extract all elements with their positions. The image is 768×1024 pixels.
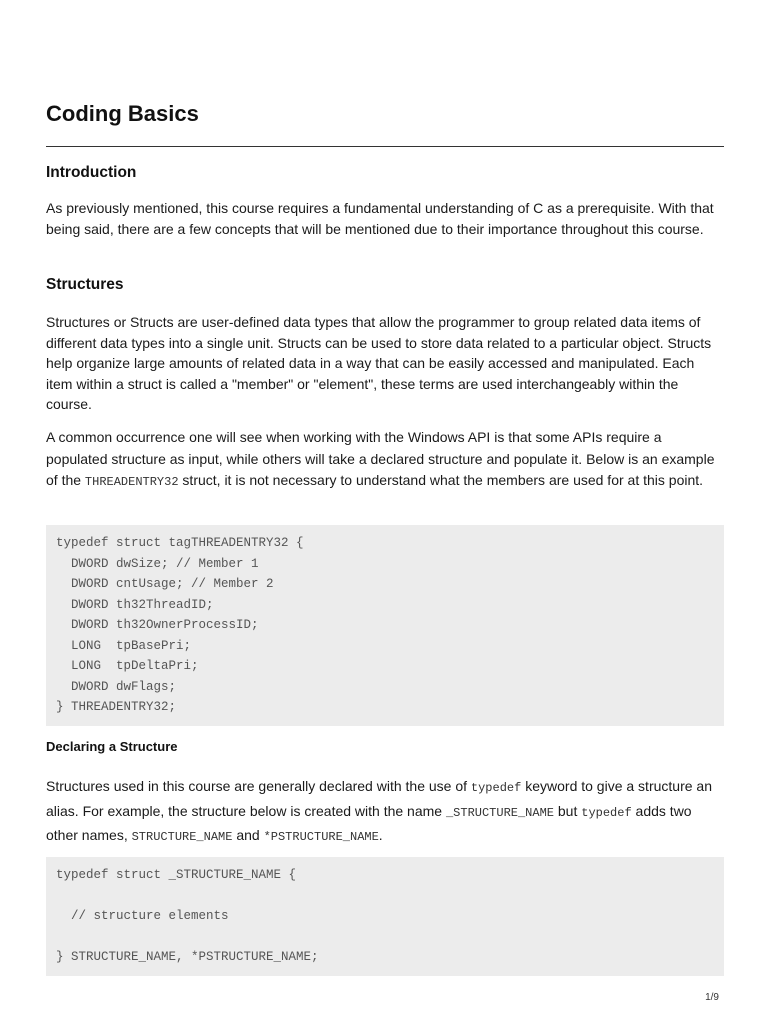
declaring-structure-heading: Declaring a Structure xyxy=(46,739,178,754)
paragraph-text: adds two other names, xyxy=(46,802,692,843)
inline-code-typedef: typedef xyxy=(470,781,522,795)
inline-code-structure-name-underscore: _STRUCTURE_NAME xyxy=(445,805,554,820)
structures-paragraph-1: Structures or Structs are user-defined data types that allow the programmer to group related data items of different data types into a single unit. Structs can be used to store data related to a particular object. Structs help organize large amounts of related data in a way that can be easily accessed and manipulated. Each item within a struct is called a "member" or "element", these terms are used interchangeably within the course. xyxy=(46,314,712,412)
paragraph-text: keyword to give a structure an alias. For example, the structure below is created with the name xyxy=(46,778,712,819)
title-divider xyxy=(46,146,724,147)
page-number: 1/9 xyxy=(705,992,719,1003)
inline-code-threadentry32: THREADENTRY32 xyxy=(84,475,179,489)
paragraph-text: A common occurrence one will see when working with the Windows API is that some APIs require a populated structure as input, while others will take a declared structure and populate it. Below is an example of the xyxy=(46,429,715,488)
declaring-paragraph xyxy=(46,775,724,849)
paragraph-text: struct, it is not necessary to understand what the members are used for at this point. xyxy=(178,472,704,488)
inline-code-structure-name: STRUCTURE_NAME xyxy=(131,830,233,844)
structures-heading: Structures xyxy=(46,276,124,293)
paragraph-text: and xyxy=(232,827,264,843)
introduction-heading: Introduction xyxy=(46,164,137,181)
structures-paragraph-2 xyxy=(46,427,724,494)
code-block-structure-name: typedef struct _STRUCTURE_NAME { // structure elements } STRUCTURE_NAME, *PSTRUCTURE_NAME; xyxy=(46,857,724,976)
inline-code-typedef-2: typedef xyxy=(581,805,632,820)
paragraph-text: Structures used in this course are generally declared with the use of xyxy=(46,778,471,794)
inline-code-pstructure-name: *PSTRUCTURE_NAME xyxy=(263,830,379,844)
introduction-paragraph: As previously mentioned, this course requires a fundamental understanding of C as a prerequisite. With that being said, there are a few concepts that will be mentioned due to their importance throughout this course. xyxy=(46,200,714,237)
page-title: Coding Basics xyxy=(46,101,199,126)
code-block-threadentry32: typedef struct tagTHREADENTRY32 { DWORD dwSize; // Member 1 DWORD cntUsage; // Member 2 DWORD th32ThreadID; DWORD th32OwnerProcessID; LONG tpBasePri; LONG tpDeltaPri; DWORD dwFlags; } THREADENTRY32; xyxy=(46,525,724,726)
paragraph-text: but xyxy=(554,802,582,819)
paragraph-text: . xyxy=(378,827,383,843)
